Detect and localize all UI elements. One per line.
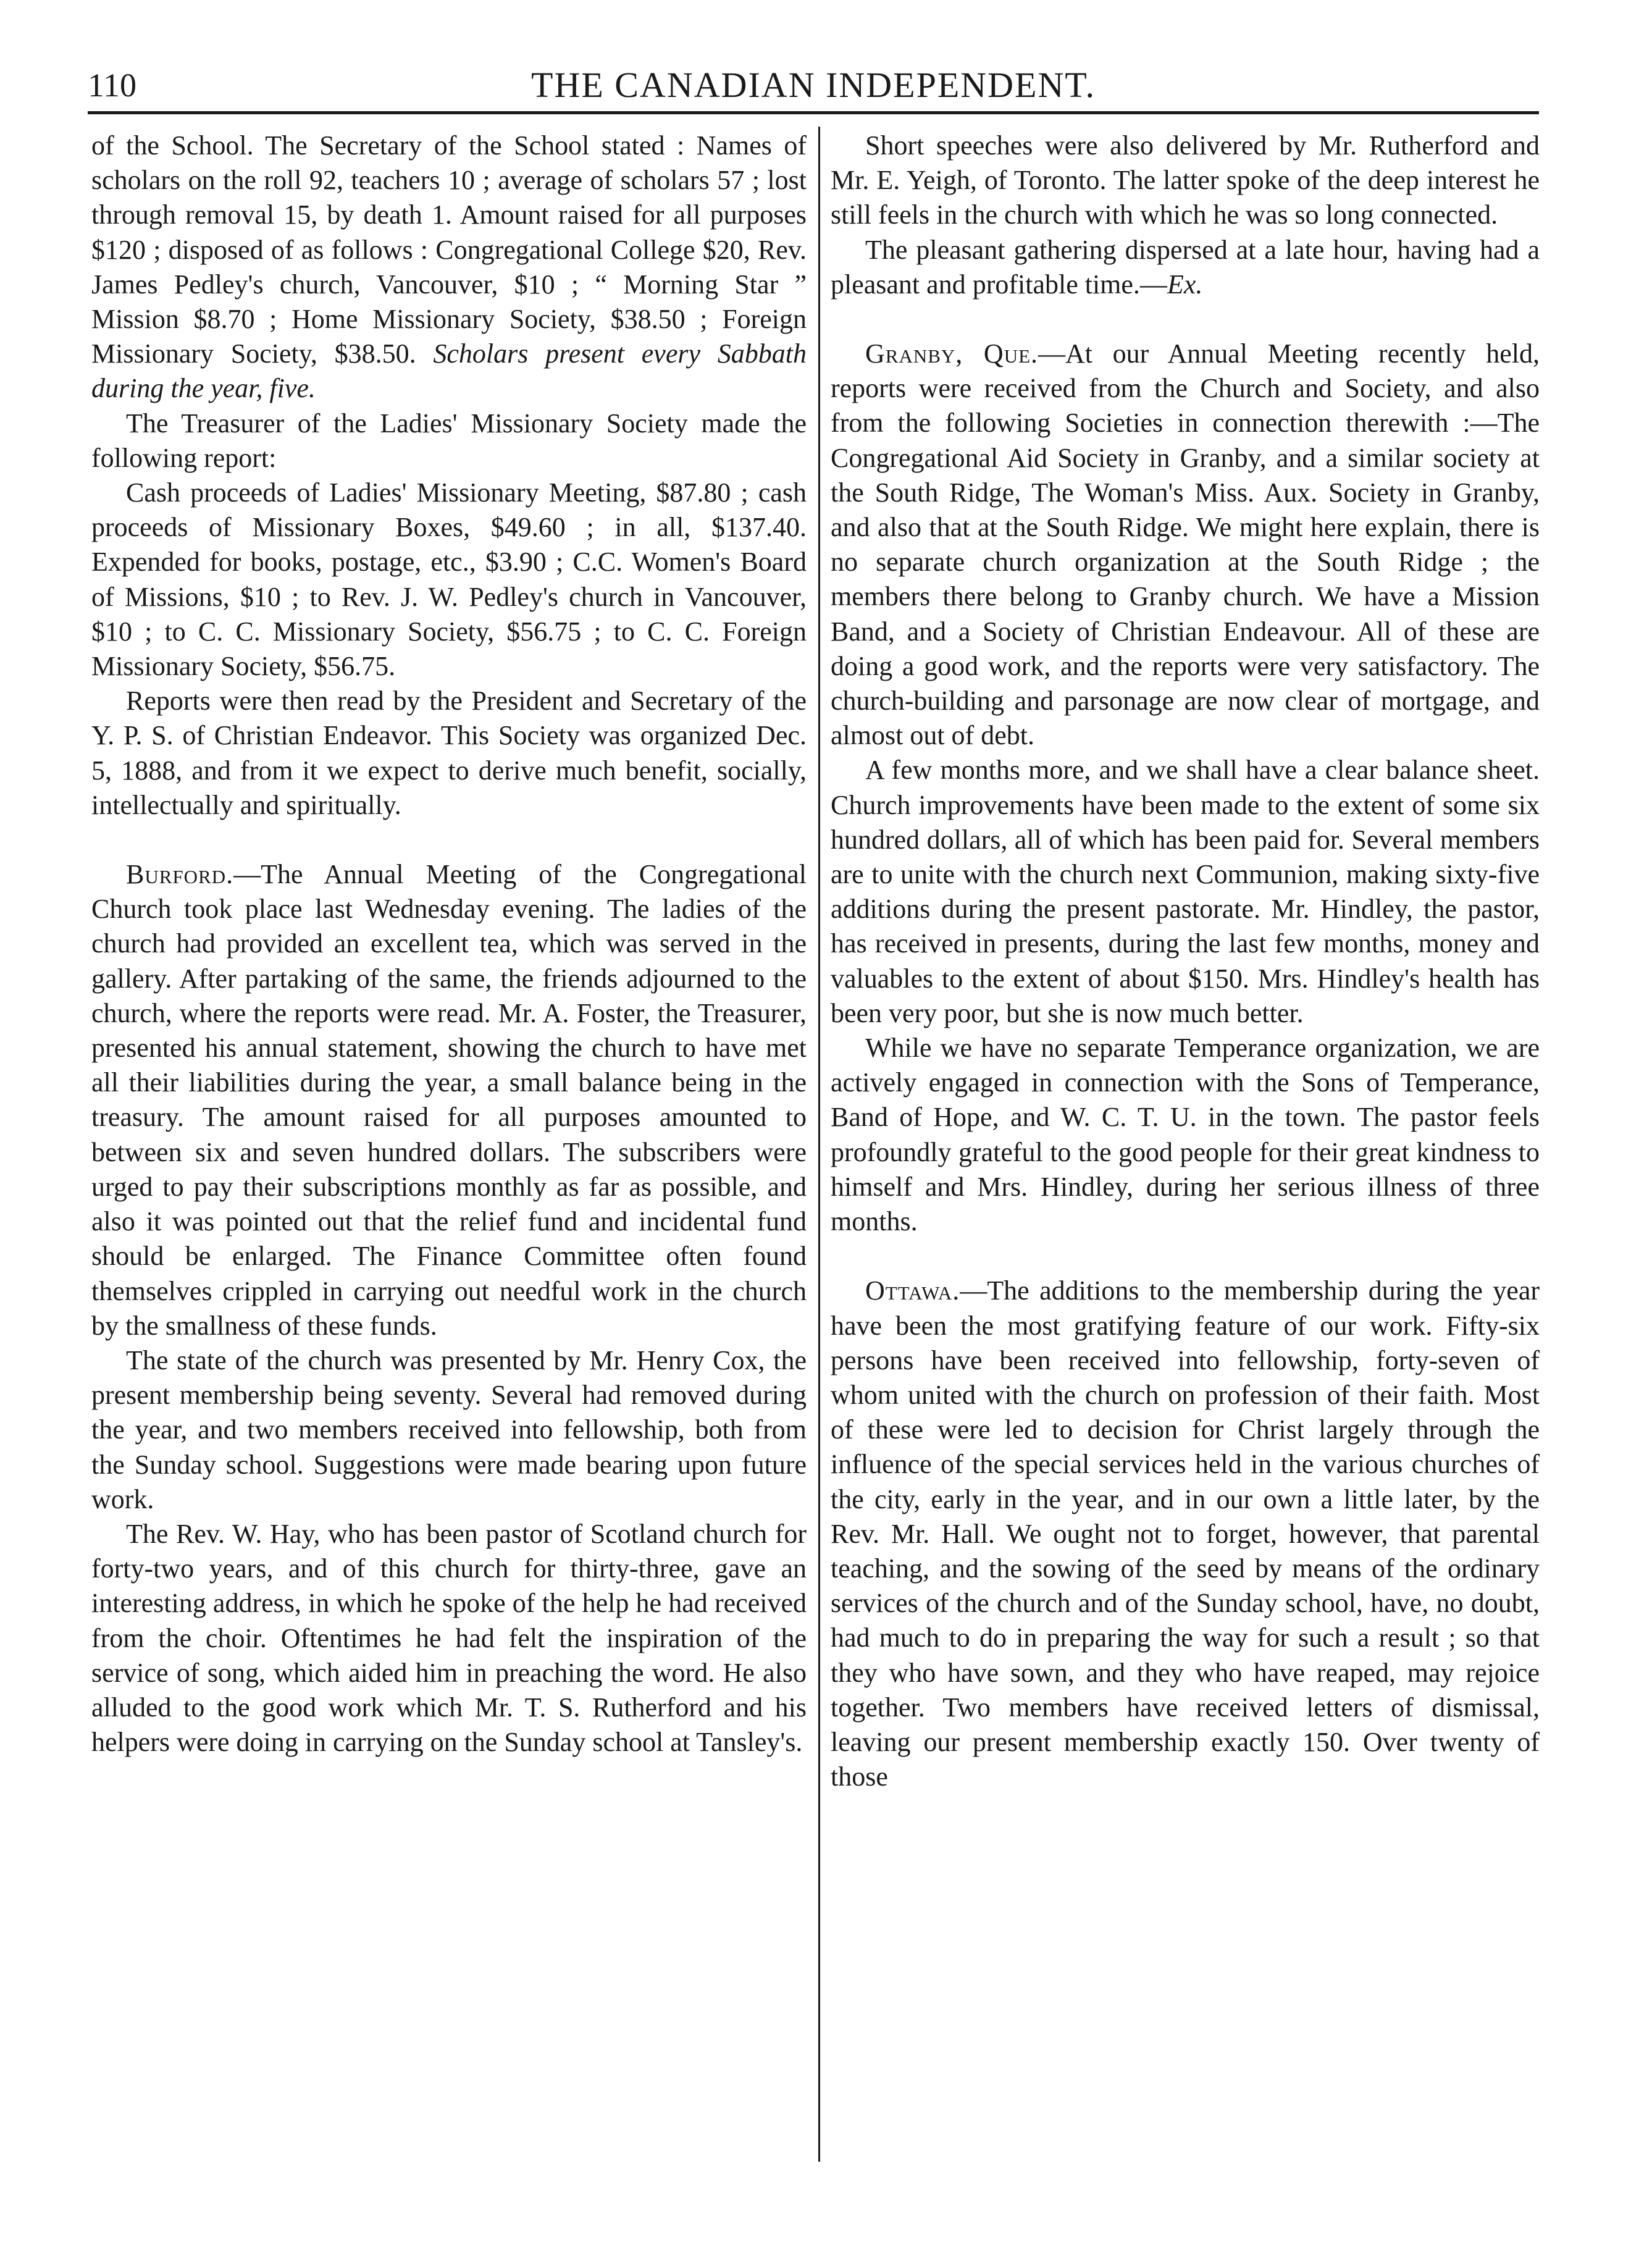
christian-endeavor-report: Reports were then read by the President and Secretary of the Y. P. S. of Christian Endeavor. This Society was organized Dec. 5, 1888, and from it we expect to derive much benefit, socially, intellectually and spiritually. bbox=[91, 686, 807, 820]
page-header bbox=[88, 61, 1539, 110]
journal-title: THE CANADIAN INDEPENDENT. bbox=[531, 65, 1096, 105]
ottawa-section: Ottawa.—The additions to the membership during the year have been the most gratifying feature of our work. Fifty-six persons have been received into fellowship, forty-seven of whom united with the church on profession of their faith. Most of these were led to decision for Christ largely through the influence of the special services held in the various churches of the city, early in the year, and in our own a little later, by the Rev. Mr. Hall. We ought not to forget, however, that parental teaching, and the sowing of the seed by means of the ordinary services of the church and of the Sunday school, have, no doubt, had much to do in preparing the way for such a result ; so that they who have sown, and they who have reaped, may rejoice together. Two members have received letters of dismissal, leaving our present membership exactly 150. Over twenty of those bbox=[831, 1275, 1540, 1792]
section-gap bbox=[831, 1239, 1540, 1274]
gathering-paragraph: The pleasant gathering dispersed at a late hour, having had a pleasant and profitable time.—Ex. bbox=[831, 234, 1540, 300]
temperance-paragraph: While we have no separate Temperance organization, we are actively engaged in connection with the Sons of Temperance, Band of Hope, and W. C. T. U. in the town. The pastor feels profoundly grateful to the good people for their great kindness to himself and Mrs. Hindley, during her serious illness of three months. bbox=[831, 1033, 1540, 1237]
granby-section: Granby, Que.—At our Annual Meeting recently held, reports were received from the Church and Society, and also from the following Societies in connection therewith :—The Congregational Aid Society in Granby, and a similar society at the South Ridge, The Woman's Miss. Aux. Society in Granby, and also that at the South Ridge. We might here explain, there is no separate church organization at the South Ridge ; the members there belong to Granby church. We have a Mission Band, and a Society of Christian Endeavour. All of these are doing a good work, and the reports were very satisfactory. The church-building and parsonage are now clear of mortgage, and almost out of debt. bbox=[831, 338, 1540, 751]
right-column bbox=[831, 128, 1540, 1794]
rev-hay-paragraph: The Rev. W. Hay, who has been pastor of Scotland church for forty-two years, and of this church for thirty-three, gave an interesting address, in which he spoke of the help he had received from the choir. Oftentimes he had felt the inspiration of the service of song, which aided him in preaching the word. He also alluded to the good work which Mr. T. S. Rutherford and his helpers were doing in carrying on the Sunday school at Tansley's. bbox=[91, 1518, 807, 1758]
school-report-paragraph: of the School. The Secretary of the School stated : Names of scholars on the roll 92, teachers 10 ; average of scholars 57 ; lost through removal 15, by death 1. Amount raised for all purposes $120 ; disposed of as follows : Congregational College $20, Rev. James Pedley's church, Vancouver, $10 ; “ Morning Star ” Mission $8.70 ; Home Missionary Society, $38.50 ; Foreign Missionary Society, $38.50. Scholars present every Sabbath during the year, five. bbox=[91, 130, 807, 404]
granby-heading: Granby, Que. bbox=[865, 338, 1039, 369]
section-gap bbox=[91, 823, 807, 857]
ladies-society-report: Cash proceeds of Ladies' Missionary Meeting, $87.80 ; cash proceeds of Missionary Boxes, $49.60 ; in all, $137.40. Expended for books, postage, etc., $3.90 ; C.C. Women's Board of Missions, $10 ; to Rev. J. W. Pedley's church in Vancouver, $10 ; to C. C. Missionary Society, $56.75 ; to C. C. Foreign Missionary Society, $56.75. bbox=[91, 477, 807, 682]
page-number: 110 bbox=[88, 67, 136, 104]
speeches-paragraph: Short speeches were also delivered by Mr. Rutherford and Mr. E. Yeigh, of Toronto. The latter spoke of the deep interest he still feels in the church with which he was so long connected. bbox=[831, 130, 1540, 230]
section-gap bbox=[831, 302, 1540, 337]
left-column bbox=[91, 128, 807, 1760]
header-rule bbox=[88, 111, 1539, 114]
church-state-paragraph: The state of the church was presented by Mr. Henry Cox, the present membership being seventy. Several had removed during the year, and two members received into fellowship, both from the Sunday school. Suggestions were made bearing upon future work. bbox=[91, 1345, 807, 1514]
column-divider bbox=[818, 127, 820, 2162]
balance-sheet-paragraph: A few months more, and we shall have a clear balance sheet. Church improvements have been made to the extent of some six hundred dollars, all of which has been paid for. Several members are to unite with the church next Communion, making sixty-five additions during the present pastorate. Mr. Hindley, the pastor, has received in presents, during the last few months, money and valuables to the extent of about $150. Mrs. Hindley's health has been very poor, but she is now much better. bbox=[831, 755, 1540, 1028]
burford-heading: Burford. bbox=[126, 859, 234, 890]
burford-section: Burford.—The Annual Meeting of the Congregational Church took place last Wednesday evening. The ladies of the church had provided an excellent tea, which was served in the gallery. After partaking of the same, the friends adjourned to the church, where the reports were read. Mr. A. Foster, the Treasurer, presented his annual statement, showing the church to have met all their liabilities during the year, a small balance being in the treasury. The amount raised for all purposes amounted to between six and seven hundred dollars. The subscribers were urged to pay their subscriptions monthly as far as possible, and also it was pointed out that the relief fund and incidental fund should be enlarged. The Finance Committee often found themselves crippled in carrying out needful work in the church by the smallness of these funds. bbox=[91, 859, 807, 1341]
ottawa-heading: Ottawa. bbox=[865, 1275, 960, 1306]
ladies-society-intro: The Treasurer of the Ladies' Missionary Society made the following report: bbox=[91, 408, 807, 473]
